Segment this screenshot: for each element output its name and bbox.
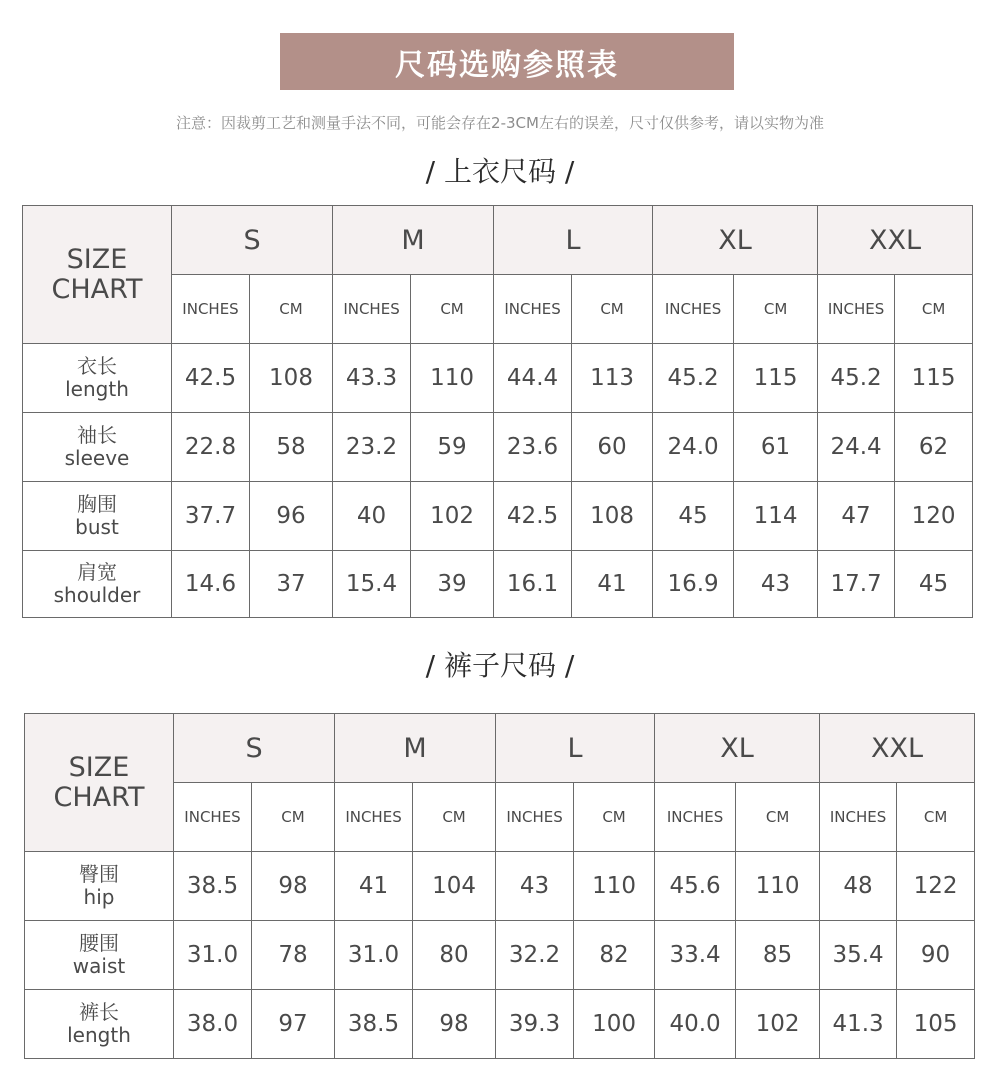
size-header-m: M xyxy=(333,206,494,275)
table-cell: 15.4 xyxy=(333,551,411,618)
row-label-length xyxy=(25,990,174,1059)
table-cell: 98 xyxy=(413,990,496,1059)
table-cell: 41.3 xyxy=(820,990,897,1059)
table-cell: 45.6 xyxy=(655,852,736,921)
table-row xyxy=(23,413,973,482)
table-cell: 38.5 xyxy=(335,990,413,1059)
size-header-m: M xyxy=(335,714,496,783)
unit-inches: INCHES xyxy=(820,783,897,852)
table-cell: 58 xyxy=(250,413,333,482)
table-cell: 31.0 xyxy=(174,921,252,990)
row-label-cn: 腰围 xyxy=(79,931,119,955)
size-header-l: L xyxy=(496,714,655,783)
table-cell: 23.2 xyxy=(333,413,411,482)
row-label-hip xyxy=(25,852,174,921)
row-label-en: sleeve xyxy=(64,446,130,470)
measurement-note: 注意：因裁剪工艺和测量手法不同，可能会存在2-3CM左右的误差，尺寸仅供参考，请以实物为准 xyxy=(176,114,824,132)
table-cell: 115 xyxy=(895,344,973,413)
table-cell: 35.4 xyxy=(820,921,897,990)
table-cell: 113 xyxy=(572,344,653,413)
table-cell: 120 xyxy=(895,482,973,551)
table-cell: 38.5 xyxy=(174,852,252,921)
table-cell: 82 xyxy=(574,921,655,990)
table-cell: 38.0 xyxy=(174,990,252,1059)
table-cell: 41 xyxy=(572,551,653,618)
table-cell: 48 xyxy=(820,852,897,921)
table-cell: 108 xyxy=(572,482,653,551)
table-cell: 114 xyxy=(734,482,818,551)
row-label-sleeve xyxy=(23,413,172,482)
unit-inches: INCHES xyxy=(496,783,574,852)
table-cell: 45 xyxy=(895,551,973,618)
row-label-cn: 臀围 xyxy=(79,862,119,886)
table-cell: 45 xyxy=(653,482,734,551)
table-cell: 98 xyxy=(252,852,335,921)
row-label-cn: 胸围 xyxy=(77,492,117,516)
table-cell: 62 xyxy=(895,413,973,482)
size-chart-corner xyxy=(23,206,172,344)
row-label-cn: 衣长 xyxy=(77,354,117,378)
row-label-bust xyxy=(23,482,172,551)
table-cell: 16.1 xyxy=(494,551,572,618)
unit-inches: INCHES xyxy=(172,275,250,344)
table-cell: 43 xyxy=(734,551,818,618)
row-label-en: hip xyxy=(83,885,115,909)
table-cell: 90 xyxy=(897,921,975,990)
table-cell: 16.9 xyxy=(653,551,734,618)
pants-size-table xyxy=(24,713,975,1059)
corner-label-chart: CHART xyxy=(53,781,145,813)
row-label-en: length xyxy=(67,1023,131,1047)
table-cell: 44.4 xyxy=(494,344,572,413)
unit-cm: CM xyxy=(897,783,975,852)
table-cell: 14.6 xyxy=(172,551,250,618)
table-cell: 96 xyxy=(250,482,333,551)
table-cell: 41 xyxy=(335,852,413,921)
table-cell: 40.0 xyxy=(655,990,736,1059)
table-cell: 105 xyxy=(897,990,975,1059)
table-cell: 110 xyxy=(411,344,494,413)
size-header-l: L xyxy=(494,206,653,275)
row-label-cn: 裤长 xyxy=(79,1000,119,1024)
table-cell: 45.2 xyxy=(653,344,734,413)
size-header-s: S xyxy=(172,206,333,275)
table-cell: 39 xyxy=(411,551,494,618)
table-cell: 47 xyxy=(818,482,895,551)
table-cell: 32.2 xyxy=(496,921,574,990)
unit-cm: CM xyxy=(895,275,973,344)
table-cell: 31.0 xyxy=(335,921,413,990)
row-label-en: waist xyxy=(72,954,126,978)
table-cell: 33.4 xyxy=(655,921,736,990)
table-row xyxy=(23,482,973,551)
table-row xyxy=(25,921,975,990)
unit-cm: CM xyxy=(411,275,494,344)
table-cell: 97 xyxy=(252,990,335,1059)
table-cell: 102 xyxy=(736,990,820,1059)
corner-label-size: SIZE xyxy=(68,751,130,783)
table-row xyxy=(25,990,975,1059)
unit-cm: CM xyxy=(572,275,653,344)
size-header-xxl: XXL xyxy=(818,206,973,275)
table-cell: 115 xyxy=(734,344,818,413)
size-chart-corner xyxy=(25,714,174,852)
unit-cm: CM xyxy=(736,783,820,852)
row-label-length xyxy=(23,344,172,413)
unit-inches: INCHES xyxy=(653,275,734,344)
table-cell: 37.7 xyxy=(172,482,250,551)
unit-cm: CM xyxy=(734,275,818,344)
table-cell: 42.5 xyxy=(172,344,250,413)
table-row xyxy=(25,852,975,921)
row-label-waist xyxy=(25,921,174,990)
size-header-xl: XL xyxy=(653,206,818,275)
row-label-en: length xyxy=(65,377,129,401)
unit-inches: INCHES xyxy=(818,275,895,344)
table-cell: 45.2 xyxy=(818,344,895,413)
row-label-en: bust xyxy=(75,515,119,539)
table-cell: 100 xyxy=(574,990,655,1059)
table-cell: 104 xyxy=(413,852,496,921)
table-cell: 110 xyxy=(574,852,655,921)
table-cell: 37 xyxy=(250,551,333,618)
table-cell: 39.3 xyxy=(496,990,574,1059)
unit-inches: INCHES xyxy=(494,275,572,344)
row-label-shoulder xyxy=(23,551,172,618)
table-cell: 110 xyxy=(736,852,820,921)
pants-section-title: / 裤子尺码 / xyxy=(425,649,575,682)
table-cell: 61 xyxy=(734,413,818,482)
unit-cm: CM xyxy=(413,783,496,852)
table-cell: 80 xyxy=(413,921,496,990)
size-header-s: S xyxy=(174,714,335,783)
table-cell: 43.3 xyxy=(333,344,411,413)
tops-section-title: / 上衣尺码 / xyxy=(425,155,575,188)
table-cell: 85 xyxy=(736,921,820,990)
table-cell: 42.5 xyxy=(494,482,572,551)
unit-inches: INCHES xyxy=(655,783,736,852)
size-header-row xyxy=(23,206,973,275)
table-cell: 17.7 xyxy=(818,551,895,618)
row-label-cn: 肩宽 xyxy=(77,560,117,584)
row-label-en: shoulder xyxy=(53,583,141,607)
table-cell: 24.4 xyxy=(818,413,895,482)
unit-cm: CM xyxy=(250,275,333,344)
unit-cm: CM xyxy=(574,783,655,852)
row-label-cn: 袖长 xyxy=(77,423,117,447)
table-cell: 22.8 xyxy=(172,413,250,482)
unit-inches: INCHES xyxy=(333,275,411,344)
table-row xyxy=(23,551,973,618)
size-header-xxl: XXL xyxy=(820,714,975,783)
unit-inches: INCHES xyxy=(174,783,252,852)
table-cell: 43 xyxy=(496,852,574,921)
table-cell: 59 xyxy=(411,413,494,482)
table-cell: 102 xyxy=(411,482,494,551)
table-cell: 108 xyxy=(250,344,333,413)
corner-label-chart: CHART xyxy=(51,273,143,305)
table-cell: 60 xyxy=(572,413,653,482)
banner-title: 尺码选购参照表 xyxy=(280,33,734,90)
size-header-row xyxy=(25,714,975,783)
table-cell: 23.6 xyxy=(494,413,572,482)
table-row xyxy=(23,344,973,413)
unit-cm: CM xyxy=(252,783,335,852)
table-cell: 122 xyxy=(897,852,975,921)
unit-inches: INCHES xyxy=(335,783,413,852)
size-header-xl: XL xyxy=(655,714,820,783)
corner-label-size: SIZE xyxy=(66,243,128,275)
table-cell: 24.0 xyxy=(653,413,734,482)
table-cell: 40 xyxy=(333,482,411,551)
tops-size-table xyxy=(22,205,973,618)
table-cell: 78 xyxy=(252,921,335,990)
